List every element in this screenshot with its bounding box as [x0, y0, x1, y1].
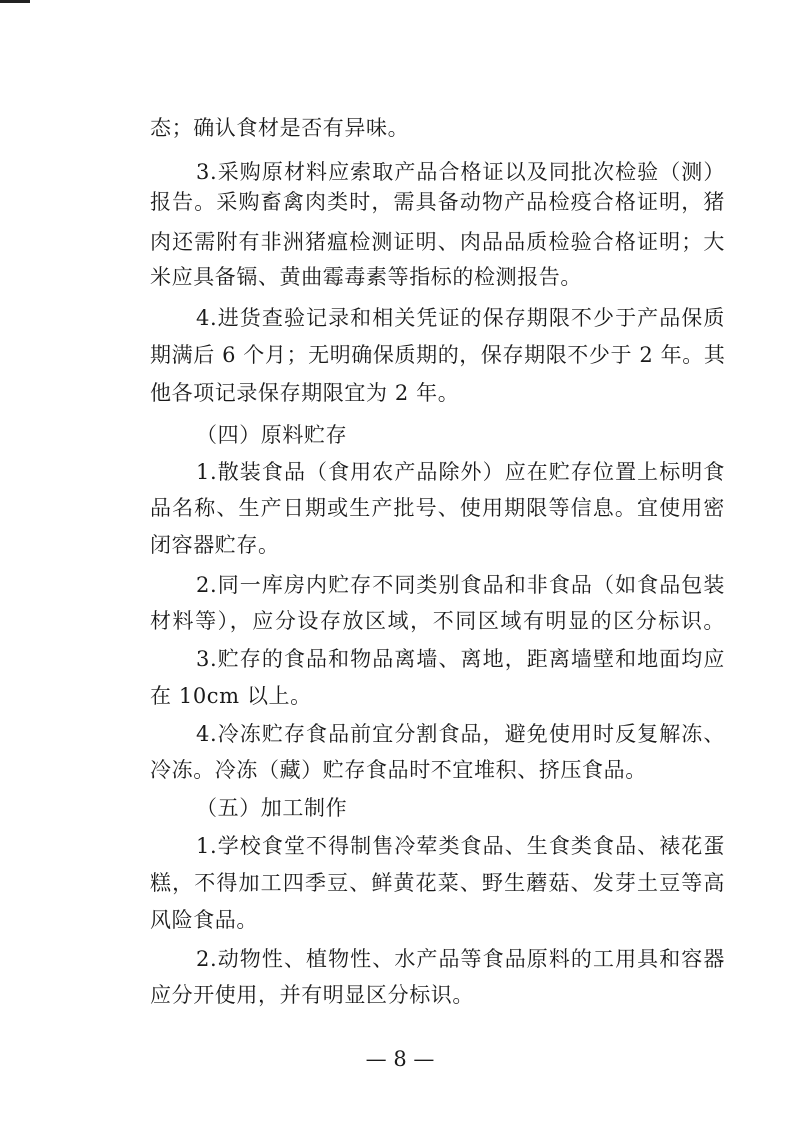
- text-line: 3.采购原材料应索取产品合格证以及同批次检验（测）: [196, 160, 725, 184]
- text-line: 他各项记录保存期限宜为 2 年。: [150, 381, 460, 405]
- section-heading: （四）原料贮存: [196, 423, 348, 447]
- text-line: 2.同一库房内贮存不同类别食品和非食品（如食品包装: [196, 573, 725, 597]
- page-number: — 8 —: [365, 1047, 435, 1071]
- text-line: 闭容器贮存。: [150, 533, 280, 557]
- text-line: 应分开使用，并有明显区分标识。: [150, 983, 474, 1007]
- scan-corner-mark: [0, 0, 30, 3]
- text-line: 4.冷冻贮存食品前宜分割食品，避免使用时反复解冻、: [196, 722, 725, 746]
- text-line: 米应具备镉、黄曲霉毒素等指标的检测报告。: [150, 265, 582, 289]
- text-line: 报告。采购畜禽肉类时，需具备动物产品检疫合格证明，猪: [150, 190, 725, 214]
- text-line: 1.散装食品（食用农产品除外）应在贮存位置上标明食: [196, 460, 725, 484]
- text-line: 在 10cm 以上。: [150, 684, 312, 708]
- text-line: 3.贮存的食品和物品离墙、离地，距离墙壁和地面均应: [196, 647, 725, 671]
- text-line: 1.学校食堂不得制售冷荤类食品、生食类食品、裱花蛋: [196, 834, 725, 858]
- text-line: 肉还需附有非洲猪瘟检测证明、肉品品质检验合格证明；大: [150, 230, 725, 254]
- text-line: 风险食品。: [150, 908, 258, 932]
- text-line: 4.进货查验记录和相关凭证的保存期限不少于产品保质: [196, 306, 725, 330]
- text-line: 冷冻。冷冻（藏）贮存食品时不宜堆积、挤压食品。: [150, 758, 647, 782]
- text-line: 期满后 6 个月；无明确保质期的，保存期限不少于 2 年。其: [150, 343, 726, 367]
- text-line: 态；确认食材是否有异味。: [150, 116, 410, 140]
- text-line: 材料等），应分设存放区域，不同区域有明显的区分标识。: [150, 609, 725, 633]
- text-line: 糕，不得加工四季豆、鲜黄花菜、野生蘑菇、发芽土豆等高: [150, 871, 725, 895]
- text-line: 2.动物性、植物性、水产品等食品原料的工用具和容器: [196, 947, 725, 971]
- text-line: 品名称、生产日期或生产批号、使用期限等信息。宜使用密: [150, 496, 725, 520]
- section-heading: （五）加工制作: [196, 796, 348, 820]
